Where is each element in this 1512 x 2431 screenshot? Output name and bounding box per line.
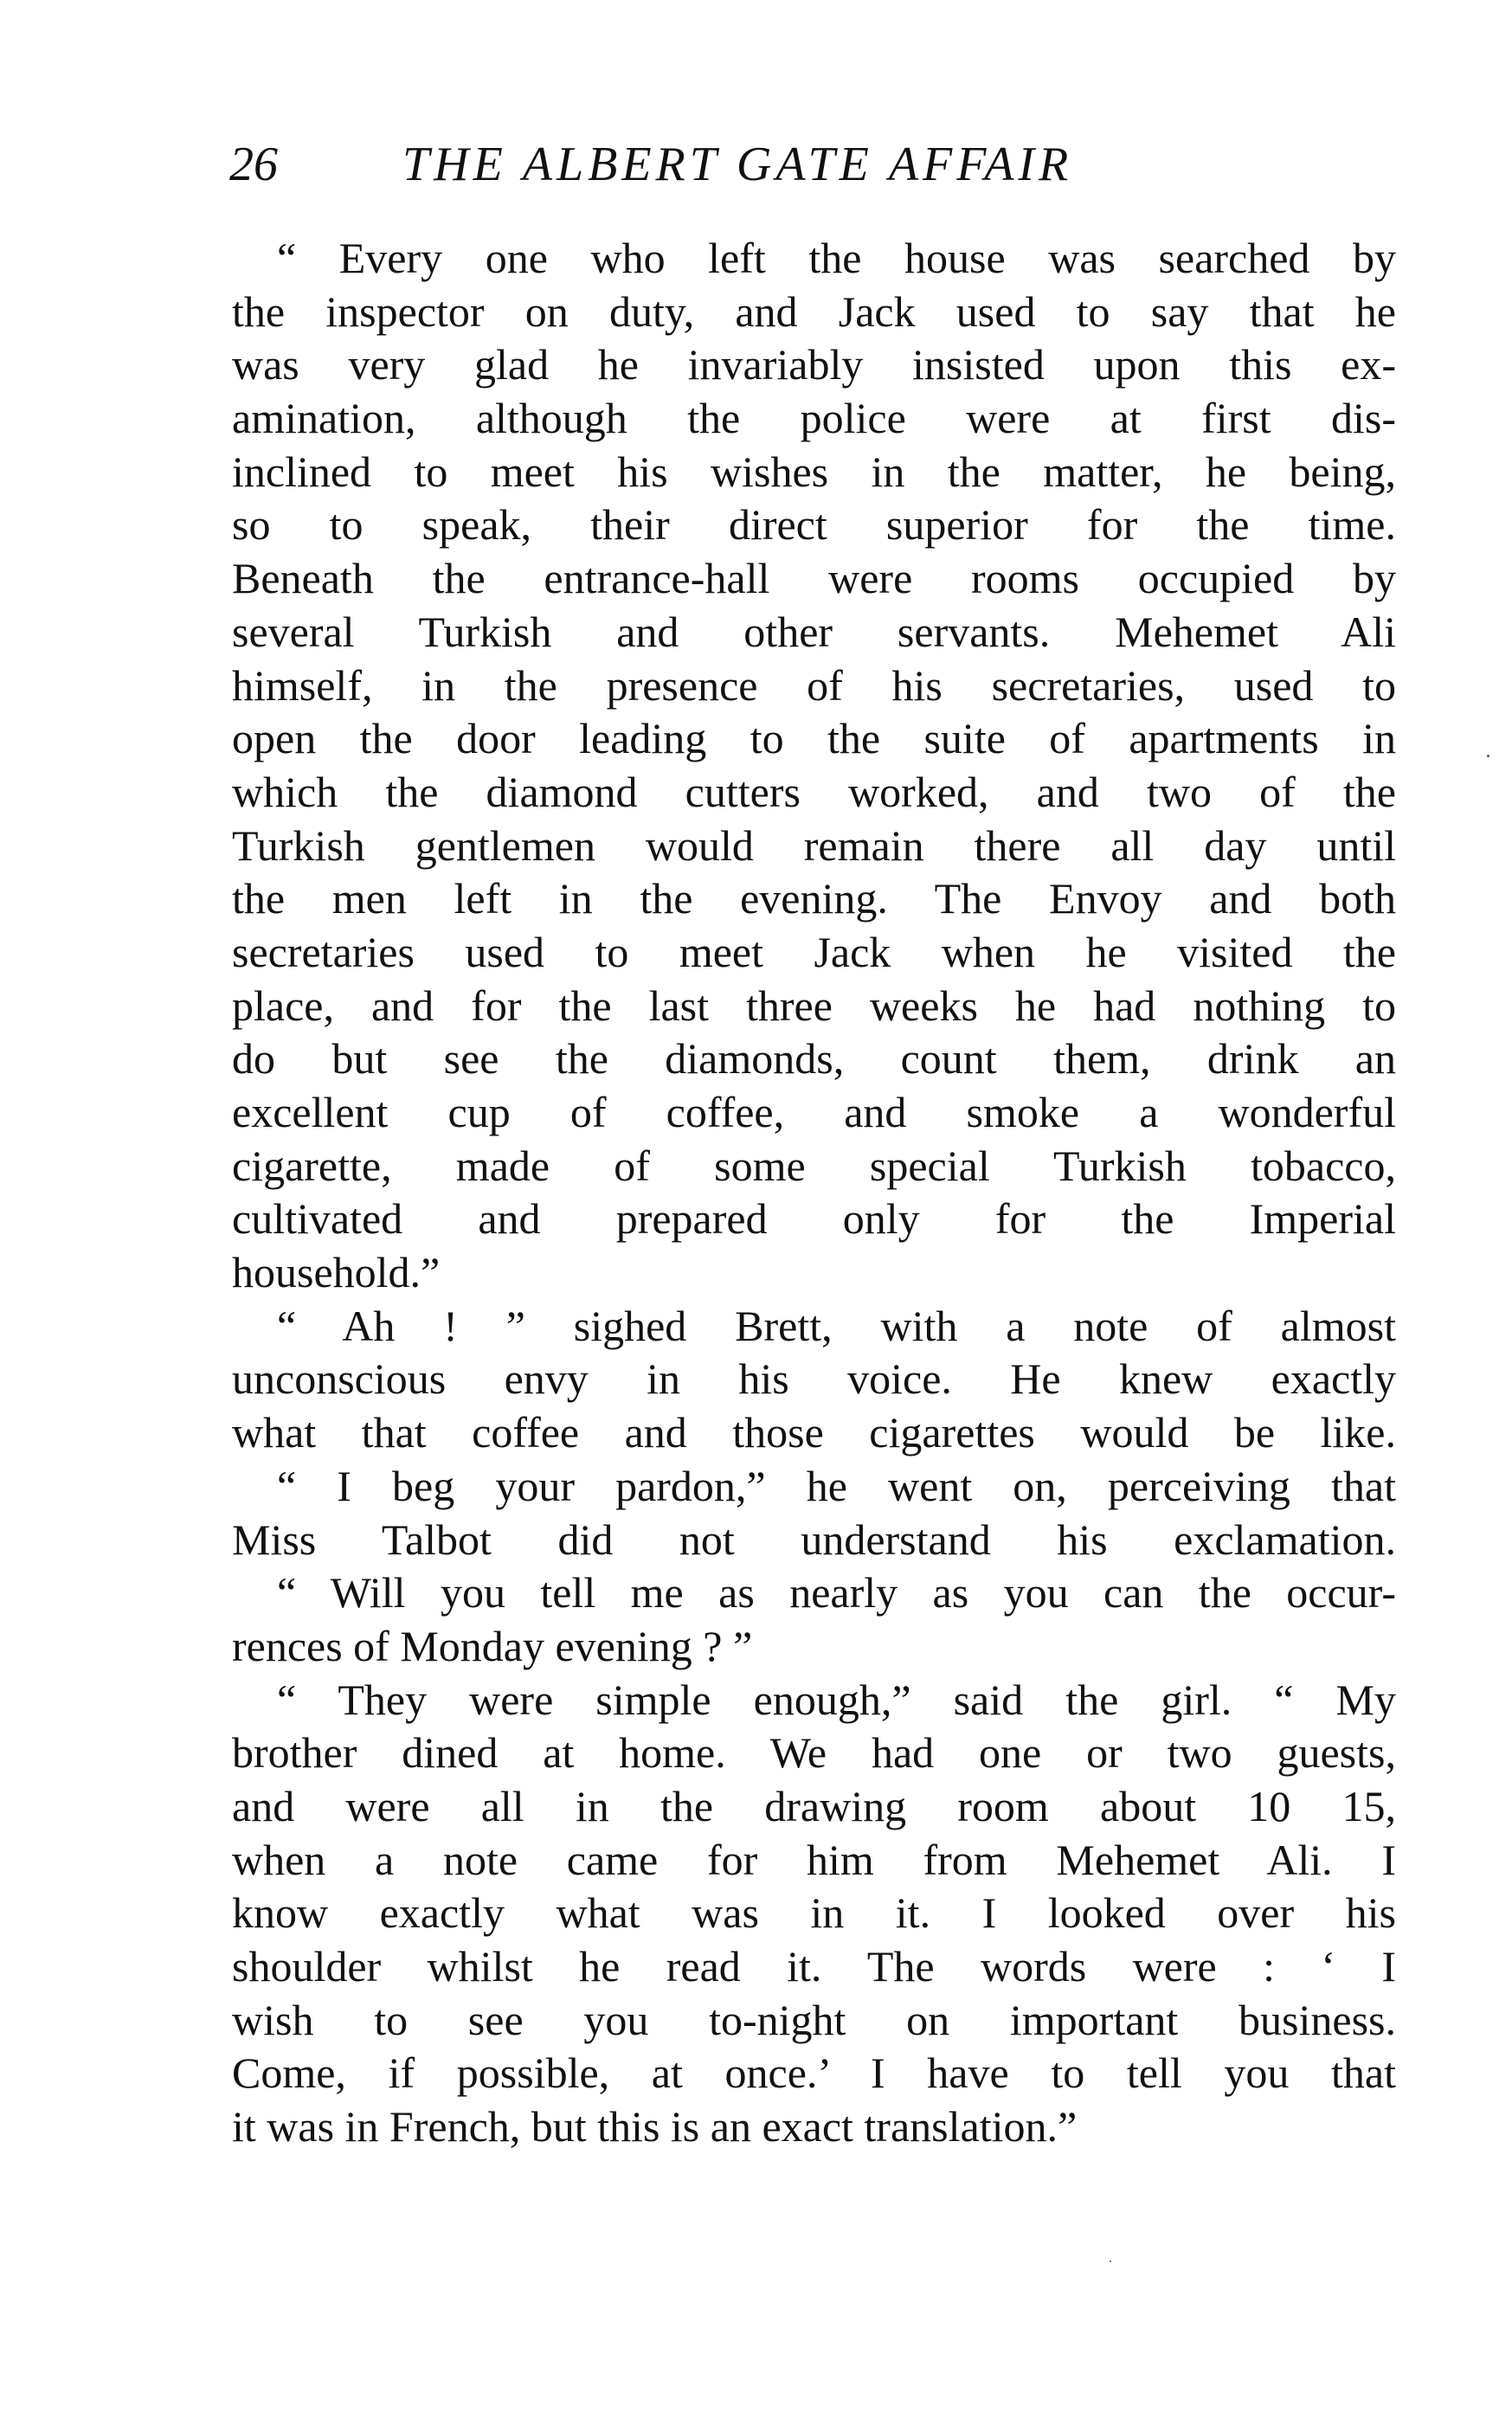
text-line-7: Beneath the entrance-hall were rooms occupied by xyxy=(232,554,1396,603)
text-line-16: do but see the diamonds, count them, drink an xyxy=(232,1034,1396,1084)
text-line-20: household.” xyxy=(232,1248,441,1297)
text-line-33: shoulder whilst he read it. The words were : ‘ I xyxy=(232,1942,1396,1990)
text-line-27: rences of Monday evening ? ” xyxy=(232,1621,753,1670)
text-line-11: which the diamond cutters worked, and two of the xyxy=(232,767,1396,816)
text-line-22: unconscious envy in his voice. He knew exactly xyxy=(232,1354,1396,1404)
text-line-3: was very glad he invariably insisted upon this ex- xyxy=(232,340,1396,389)
text-line-4: amination, although the police were at first dis- xyxy=(232,394,1396,443)
text-line-25: Miss Talbot did not understand his exclamation. xyxy=(232,1515,1396,1564)
text-line-2: the inspector on duty, and Jack used to say that he xyxy=(232,286,1396,336)
text-line-10: open the door leading to the suite of apartments in xyxy=(232,714,1396,763)
text-line-5: inclined to meet his wishes in the matter, he being, xyxy=(232,447,1396,496)
text-line-19: cultivated and prepared only for the Imperial xyxy=(232,1194,1396,1244)
text-line-28: “ They were simple enough,” said the girl. “ My xyxy=(277,1675,1396,1724)
page-header xyxy=(229,130,1225,199)
text-line-21: “ Ah ! ” sighed Brett, with a note of almost xyxy=(277,1301,1396,1350)
text-line-24: “ I beg your pardon,” he went on, perceiving that xyxy=(277,1461,1396,1510)
text-line-9: himself, in the presence of his secretaries, used to xyxy=(232,660,1396,710)
text-line-35: Come, if possible, at once.’ I have to tell you that xyxy=(232,2048,1396,2098)
text-line-8: several Turkish and other servants. Mehemet Ali xyxy=(232,607,1396,656)
text-line-17: excellent cup of coffee, and smoke a wonderful xyxy=(232,1088,1396,1136)
text-line-32: know exactly what was in it. I looked over his xyxy=(232,1888,1396,1938)
text-line-29: brother dined at home. We had one or two guests, xyxy=(232,1728,1396,1778)
text-line-14: secretaries used to meet Jack when he visited the xyxy=(232,927,1396,976)
text-line-36: it was in French, but this is an exact translation.” xyxy=(232,2102,1078,2151)
text-line-13: the men left in the evening. The Envoy and both xyxy=(232,874,1396,923)
text-line-34: wish to see you to-night on important business. xyxy=(232,1995,1396,2044)
text-line-1: “ Every one who left the house was searched by xyxy=(277,234,1396,282)
text-line-26: “ Will you tell me as nearly as you can the occur- xyxy=(277,1568,1396,1617)
text-line-15: place, and for the last three weeks he had nothing to xyxy=(232,981,1396,1030)
page-number: 26 xyxy=(229,138,278,191)
text-line-12: Turkish gentlemen would remain there all day until xyxy=(232,820,1396,870)
running-title: THE ALBERT GATE AFFAIR xyxy=(402,138,1073,191)
paper-speck xyxy=(1110,2261,1111,2262)
text-line-6: so to speak, their direct superior for the time. xyxy=(232,500,1396,550)
paper-speck xyxy=(1487,755,1489,757)
text-line-30: and were all in the drawing room about 10 15, xyxy=(232,1781,1396,1830)
text-line-18: cigarette, made of some special Turkish tobacco, xyxy=(232,1141,1396,1190)
body-text xyxy=(232,232,1396,2154)
text-line-23: what that coffee and those cigarettes would be like. xyxy=(232,1408,1396,1457)
text-line-31: when a note came for him from Mehemet Ali. I xyxy=(232,1835,1396,1884)
